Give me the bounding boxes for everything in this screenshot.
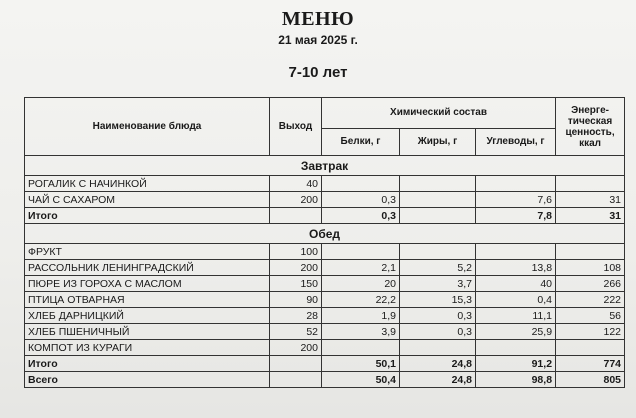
dish-fat: 3,7	[400, 276, 476, 292]
dish-fat: 0,3	[400, 308, 476, 324]
subtotal-protein: 50,1	[322, 356, 400, 372]
subtotal-fat	[400, 208, 476, 224]
dish-protein	[322, 176, 400, 192]
dish-carbs	[476, 176, 556, 192]
dish-name: КОМПОТ ИЗ КУРАГИ	[25, 340, 270, 356]
table-row	[25, 176, 625, 192]
dish-energy	[556, 176, 625, 192]
section-title: Обед	[25, 224, 625, 244]
dish-output: 40	[270, 176, 322, 192]
dish-output: 150	[270, 276, 322, 292]
dish-carbs	[476, 340, 556, 356]
dish-energy: 108	[556, 260, 625, 276]
dish-energy: 266	[556, 276, 625, 292]
dish-fat: 15,3	[400, 292, 476, 308]
subtotal-carbs: 91,2	[476, 356, 556, 372]
subtotal-energy: 774	[556, 356, 625, 372]
dish-name: ХЛЕБ ПШЕНИЧНЫЙ	[25, 324, 270, 340]
grand-total-energy: 805	[556, 372, 625, 388]
dish-name: ФРУКТ	[25, 244, 270, 260]
subtotal-row	[25, 208, 625, 224]
table-row	[25, 192, 625, 208]
dish-protein: 22,2	[322, 292, 400, 308]
dish-name: ЧАЙ С САХАРОМ	[25, 192, 270, 208]
dish-name: ПТИЦА ОТВАРНАЯ	[25, 292, 270, 308]
dish-protein: 0,3	[322, 192, 400, 208]
age-group: 7-10 лет	[288, 64, 348, 81]
subtotal-fat: 24,8	[400, 356, 476, 372]
dish-fat	[400, 340, 476, 356]
dish-output: 200	[270, 192, 322, 208]
subtotal-row	[25, 356, 625, 372]
section-header-row	[25, 156, 625, 176]
grand-total-protein: 50,4	[322, 372, 400, 388]
section-header-row	[25, 224, 625, 244]
dish-name: ПЮРЕ ИЗ ГОРОХА С МАСЛОМ	[25, 276, 270, 292]
empty-cell	[270, 208, 322, 224]
dish-carbs	[476, 244, 556, 260]
dish-name: ХЛЕБ ДАРНИЦКИЙ	[25, 308, 270, 324]
page-title: МЕНЮ	[281, 8, 355, 30]
dish-energy	[556, 340, 625, 356]
table-row	[25, 260, 625, 276]
dish-output: 100	[270, 244, 322, 260]
subtotal-carbs: 7,8	[476, 208, 556, 224]
dish-carbs: 40	[476, 276, 556, 292]
grand-total-fat: 24,8	[400, 372, 476, 388]
dish-protein	[322, 244, 400, 260]
dish-fat	[400, 244, 476, 260]
col-header-carbs: Углеводы, г	[476, 129, 556, 156]
dish-energy: 56	[556, 308, 625, 324]
col-header-protein: Белки, г	[322, 129, 400, 156]
dish-protein: 20	[322, 276, 400, 292]
menu-date: 21 мая 2025 г.	[278, 33, 358, 47]
subtotal-protein: 0,3	[322, 208, 400, 224]
table-row	[25, 324, 625, 340]
menu-body	[25, 156, 625, 388]
table-row	[25, 340, 625, 356]
dish-protein: 1,9	[322, 308, 400, 324]
dish-output: 200	[270, 340, 322, 356]
col-header-name: Наименование блюда	[25, 98, 270, 156]
dish-carbs: 11,1	[476, 308, 556, 324]
dish-carbs: 13,8	[476, 260, 556, 276]
dish-carbs: 7,6	[476, 192, 556, 208]
dish-protein	[322, 340, 400, 356]
dish-carbs: 0,4	[476, 292, 556, 308]
col-header-output: Выход	[270, 98, 322, 156]
grand-total-label: Всего	[25, 372, 270, 388]
dish-output: 90	[270, 292, 322, 308]
dish-fat	[400, 176, 476, 192]
table-row	[25, 292, 625, 308]
section-title: Завтрак	[25, 156, 625, 176]
dish-fat: 5,2	[400, 260, 476, 276]
table-row	[25, 244, 625, 260]
dish-name: РАССОЛЬНИК ЛЕНИНГРАДСКИЙ	[25, 260, 270, 276]
dish-protein: 3,9	[322, 324, 400, 340]
col-header-fat: Жиры, г	[400, 129, 476, 156]
dish-name: РОГАЛИК С НАЧИНКОЙ	[25, 176, 270, 192]
empty-cell	[270, 356, 322, 372]
dish-output: 200	[270, 260, 322, 276]
menu-table	[24, 97, 625, 388]
dish-energy: 122	[556, 324, 625, 340]
empty-cell	[270, 372, 322, 388]
dish-energy	[556, 244, 625, 260]
dish-carbs: 25,9	[476, 324, 556, 340]
dish-output: 52	[270, 324, 322, 340]
dish-output: 28	[270, 308, 322, 324]
dish-energy: 222	[556, 292, 625, 308]
grand-total-carbs: 98,8	[476, 372, 556, 388]
grand-total-row	[25, 372, 625, 388]
subtotal-energy: 31	[556, 208, 625, 224]
dish-protein: 2,1	[322, 260, 400, 276]
dish-energy: 31	[556, 192, 625, 208]
table-row	[25, 308, 625, 324]
subtotal-label: Итого	[25, 208, 270, 224]
subtotal-label: Итого	[25, 356, 270, 372]
col-header-energy: Энерге-тическая ценность, ккал	[556, 98, 625, 156]
table-row	[25, 276, 625, 292]
dish-fat: 0,3	[400, 324, 476, 340]
col-header-chem: Химический состав	[322, 98, 556, 129]
dish-fat	[400, 192, 476, 208]
